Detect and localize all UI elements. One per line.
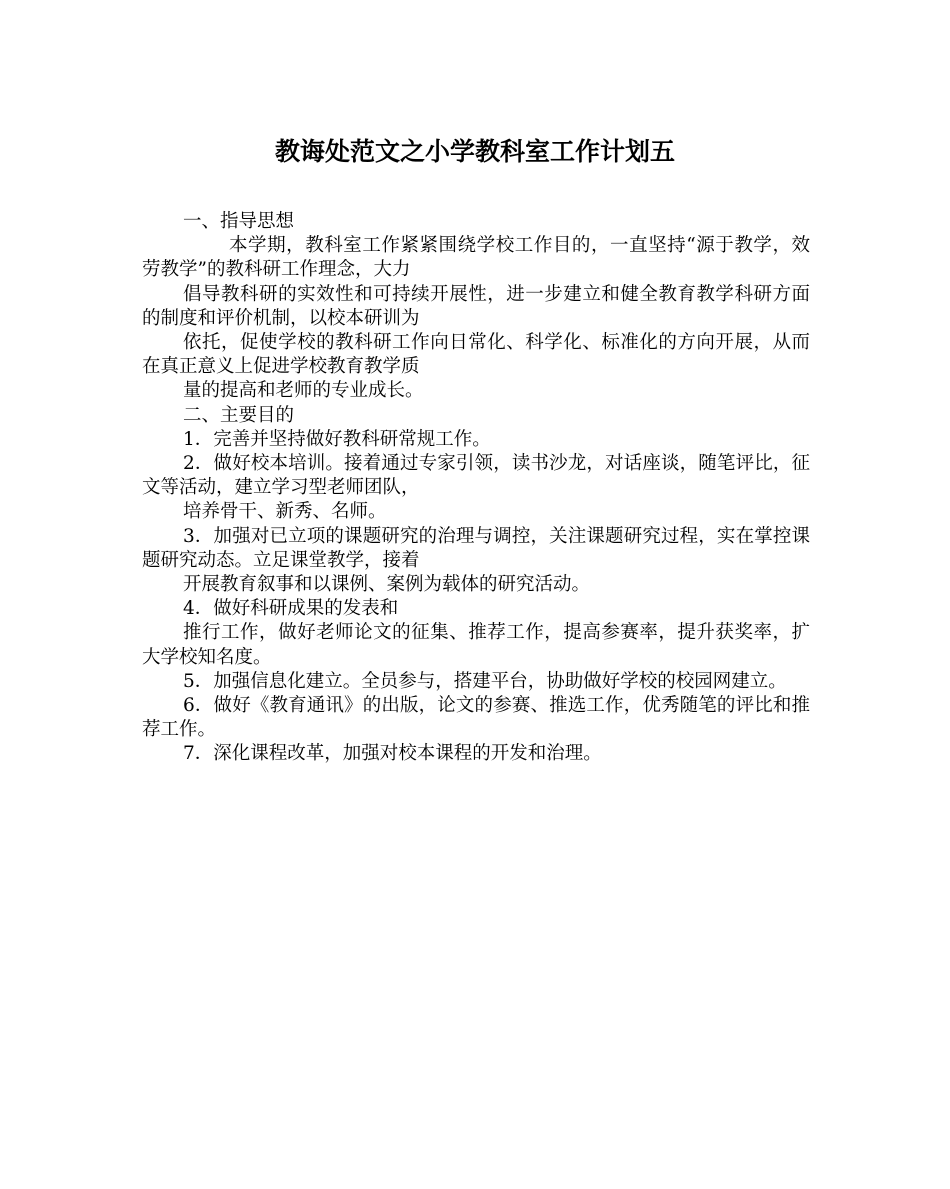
- paragraph: 倡导教科研的实效性和可持续开展性，进一步建立和健全教育教学科研方面的制度和评价机制，以校本研训为: [142, 283, 810, 329]
- list-item: 4．做好科研成果的发表和: [183, 598, 399, 620]
- paragraph: 依托，促使学校的教科研工作向日常化、科学化、标准化的方向开展，从而在真正意义上促进学校教育教学质: [142, 332, 810, 378]
- document-body: [142, 210, 810, 767]
- list-item: 5．加强信息化建立。全员参与，搭建平台，协助做好学校的校园网建立。: [183, 670, 787, 692]
- paragraph: 培养骨干、新秀、名师。: [183, 501, 387, 523]
- document-title: 教诲处范文之小学教科室工作计划五: [274, 137, 675, 166]
- list-item: 6．做好《教育通讯》的出版，论文的参赛、推选工作，优秀随笔的评比和推荐工作。: [142, 695, 810, 741]
- paragraph: 量的提高和老师的专业成长。: [183, 380, 424, 402]
- list-item: 3．加强对已立项的课题研究的治理与调控，关注课题研究过程，实在掌控课题研究动态。立足课堂教学，接着: [142, 525, 810, 571]
- list-item: 2．做好校本培训。接着通过专家引领，读书沙龙，对话座谈，随笔评比，征文等活动，建立学习型老师团队，: [142, 453, 810, 499]
- paragraph: 本学期，教科室工作紧紧围绕学校工作目的，一直坚持“源于教学，效劳教学”的教科研工作理念，大力: [142, 235, 810, 281]
- paragraph: 推行工作，做好老师论文的征集、推荐工作，提高参赛率，提升获奖率，扩大学校知名度。: [142, 622, 810, 668]
- section-heading-guiding-thought: 一、指导思想: [183, 211, 295, 232]
- section-heading-main-goals: 二、主要目的: [183, 404, 295, 426]
- list-item: 7．深化课程改革，加强对校本课程的开发和治理。: [183, 743, 602, 765]
- paragraph: 开展教育叙事和以课例、案例为载体的研究活动。: [183, 574, 591, 596]
- list-item: 1．完善并坚持做好教科研常规工作。: [183, 428, 491, 450]
